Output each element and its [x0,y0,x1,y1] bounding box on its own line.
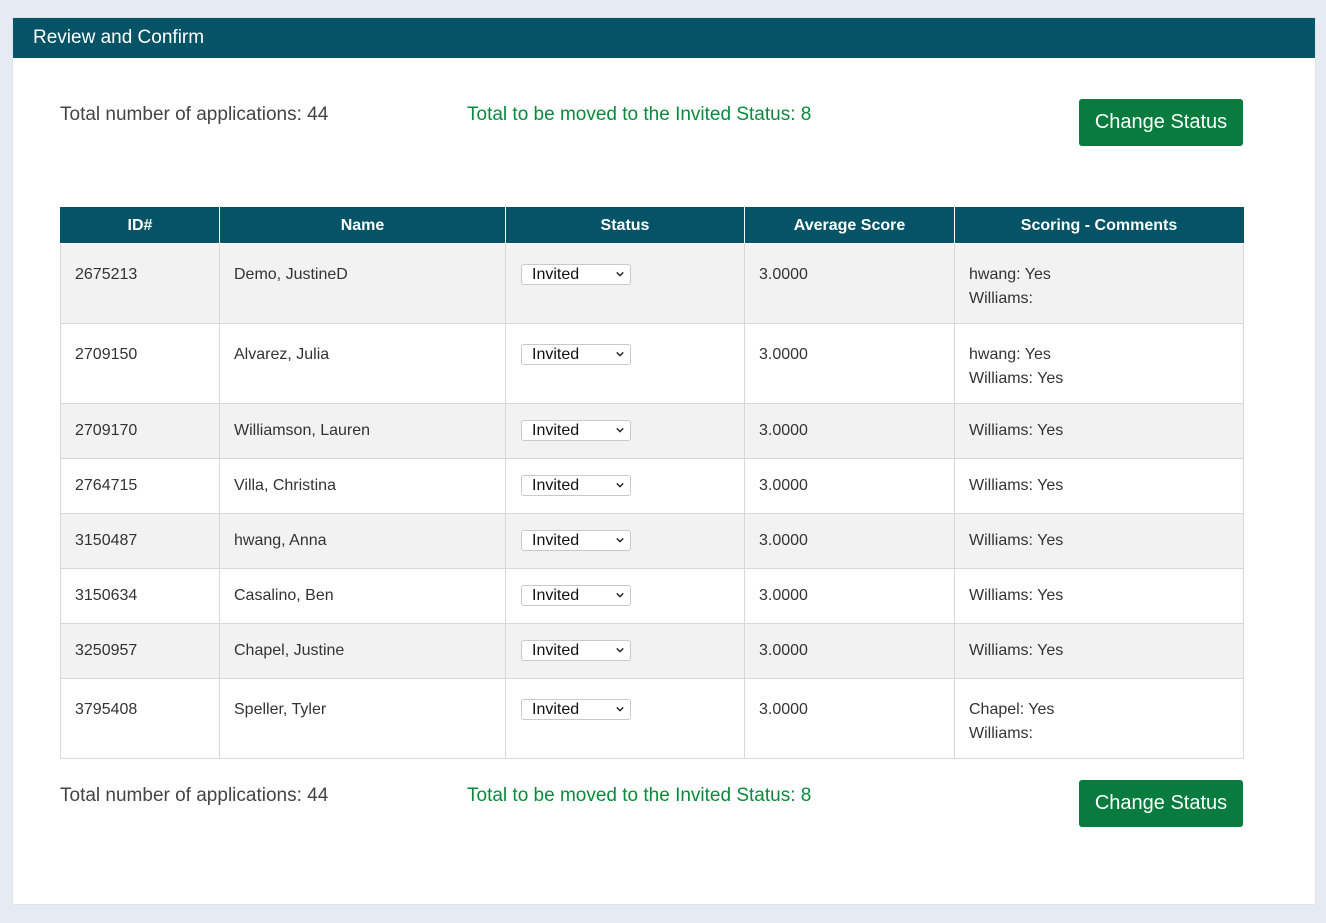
column-header-id: ID# [61,208,220,244]
cell-status [506,244,745,324]
cell-comments [955,679,1244,759]
chevron-down-icon [616,536,624,544]
status-select-value: Invited [532,422,580,439]
total-invited-text: Total to be moved to the Invited Status: 8 [467,104,812,125]
chevron-down-icon [616,481,624,489]
comment-line: Williams: [969,290,1033,307]
status-select[interactable] [521,585,631,606]
comment-line: Williams: Yes [969,477,1064,494]
comment-line: Williams: Yes [969,532,1064,549]
cell-id: 2709150 [61,324,220,404]
table-body [61,244,1244,759]
cell-comments [955,404,1244,459]
cell-id: 3250957 [61,624,220,679]
comment-line: Williams: Yes [969,422,1064,439]
cell-comments [955,244,1244,324]
applications-table-wrapper [60,207,1243,759]
chevron-down-icon [616,705,624,713]
comment-line: Chapel: Yes [969,701,1055,718]
cell-average-score: 3.0000 [745,404,955,459]
change-status-button-top[interactable]: Change Status [1079,99,1243,146]
summary-top [60,99,1243,149]
comment-line: Williams: Yes [969,642,1064,659]
cell-status [506,404,745,459]
table-header-row [61,208,1244,244]
chevron-down-icon [616,270,624,278]
total-applications-text: Total number of applications: 44 [60,785,329,806]
comment-line: Williams: [969,725,1033,742]
cell-status [506,624,745,679]
cell-id: 2709170 [61,404,220,459]
status-select-value: Invited [532,532,580,549]
cell-status [506,459,745,514]
cell-status [506,679,745,759]
status-select-value: Invited [532,642,580,659]
status-select-value: Invited [532,477,580,494]
cell-average-score: 3.0000 [745,514,955,569]
comment-line: Williams: Yes [969,587,1064,604]
status-select[interactable] [521,420,631,441]
cell-average-score: 3.0000 [745,459,955,514]
cell-name: Speller, Tyler [220,679,506,759]
column-header-comments: Scoring - Comments [955,208,1244,244]
applications-table [60,207,1244,759]
cell-status [506,324,745,404]
total-invited-text: Total to be moved to the Invited Status: 8 [467,785,812,806]
status-select[interactable] [521,264,631,285]
table-row [61,459,1244,514]
cell-id: 2675213 [61,244,220,324]
comment-line: hwang: Yes [969,266,1051,283]
status-select-value: Invited [532,701,580,718]
table-row [61,514,1244,569]
table-row [61,569,1244,624]
table-row [61,324,1244,404]
chevron-down-icon [616,646,624,654]
status-select-value: Invited [532,587,580,604]
total-applications-text: Total number of applications: 44 [60,104,329,125]
cell-name: Demo, JustineD [220,244,506,324]
cell-name: hwang, Anna [220,514,506,569]
cell-average-score: 3.0000 [745,244,955,324]
cell-average-score: 3.0000 [745,569,955,624]
cell-name: Williamson, Lauren [220,404,506,459]
cell-id: 3150634 [61,569,220,624]
change-status-button-bottom[interactable]: Change Status [1079,780,1243,827]
cell-name: Alvarez, Julia [220,324,506,404]
status-select[interactable] [521,640,631,661]
cell-status [506,514,745,569]
status-select[interactable] [521,475,631,496]
table-row [61,244,1244,324]
cell-name: Casalino, Ben [220,569,506,624]
cell-id: 2764715 [61,459,220,514]
cell-id: 3795408 [61,679,220,759]
panel-title: Review and Confirm [13,18,1315,58]
table-row [61,404,1244,459]
column-header-average-score: Average Score [745,208,955,244]
comment-line: hwang: Yes [969,346,1051,363]
cell-name: Villa, Christina [220,459,506,514]
cell-average-score: 3.0000 [745,679,955,759]
column-header-status: Status [506,208,745,244]
column-header-name: Name [220,208,506,244]
comment-line: Williams: Yes [969,370,1064,387]
status-select[interactable] [521,530,631,551]
cell-id: 3150487 [61,514,220,569]
table-row [61,624,1244,679]
chevron-down-icon [616,350,624,358]
cell-status [506,569,745,624]
cell-average-score: 3.0000 [745,324,955,404]
cell-comments [955,624,1244,679]
chevron-down-icon [616,591,624,599]
cell-comments [955,514,1244,569]
cell-name: Chapel, Justine [220,624,506,679]
chevron-down-icon [616,426,624,434]
status-select[interactable] [521,699,631,720]
cell-comments [955,324,1244,404]
status-select-value: Invited [532,346,580,363]
cell-average-score: 3.0000 [745,624,955,679]
table-row [61,679,1244,759]
cell-comments [955,569,1244,624]
status-select-value: Invited [532,266,580,283]
summary-bottom [60,780,1243,830]
cell-comments [955,459,1244,514]
status-select[interactable] [521,344,631,365]
